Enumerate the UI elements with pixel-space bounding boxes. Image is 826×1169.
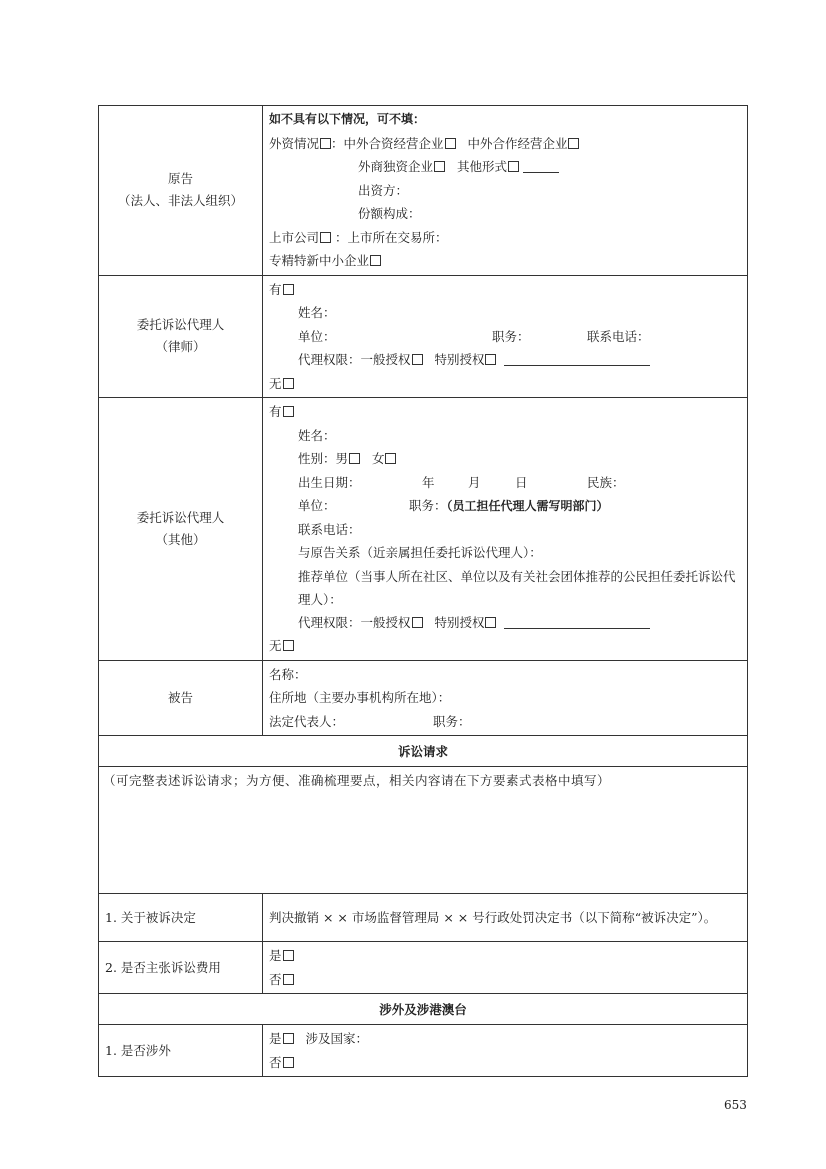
other-phone-line: 联系电话：	[298, 521, 361, 537]
foreign-label: 外资情况	[269, 135, 320, 151]
claims-note-row	[99, 767, 748, 894]
plaintiff-note: 如不具有以下情况，可不填：	[269, 112, 426, 126]
foreign-title: 涉外及涉港澳台	[99, 994, 748, 1025]
defendant-address-line: 住所地（主要办事机构所在地）：	[269, 690, 451, 705]
lawyer-unit-line	[269, 325, 741, 349]
lawyer-no-label: 无	[269, 375, 282, 391]
other-month: 月	[468, 474, 481, 490]
other-special: 特别授权	[434, 614, 485, 630]
agent-other-label-cell	[99, 398, 263, 661]
q1-value[interactable]: 判决撤销 × × 市场监督管理局 × × 号行政处罚决定书（以下简称“被诉决定”）。	[269, 910, 717, 925]
complaint-form-table	[98, 105, 748, 1077]
defendant-row	[99, 660, 748, 736]
other-special-checkbox[interactable]	[485, 617, 496, 628]
other-authority-line	[269, 611, 741, 635]
foreign-opt4-checkbox[interactable]	[508, 161, 519, 172]
lawyer-no-checkbox[interactable]	[283, 378, 294, 389]
other-unit-line	[269, 494, 741, 518]
other-ethnic: 民族：	[587, 474, 625, 490]
foreign-opt3-checkbox[interactable]	[434, 161, 445, 172]
listed-label: 上市公司	[269, 229, 320, 245]
other-gender-line	[269, 447, 741, 471]
other-no-label: 无	[269, 638, 282, 653]
share-line: 份额构成：	[358, 206, 421, 221]
claims-header-row	[99, 736, 748, 767]
foreign-checkbox[interactable]	[320, 138, 331, 149]
foreign-q1-label: 1. 是否涉外	[99, 1025, 263, 1077]
defendant-position: 职务：	[433, 713, 471, 729]
page-number: 653	[724, 1098, 747, 1112]
other-general-checkbox[interactable]	[412, 617, 423, 628]
other-female: 女	[371, 451, 385, 466]
defendant-info-cell	[263, 660, 748, 736]
agent-other-info-cell	[263, 398, 748, 661]
plaintiff-row	[99, 106, 748, 276]
q2-no-label: 否	[269, 971, 282, 987]
q2-yes-checkbox[interactable]	[283, 950, 294, 961]
claims-title: 诉讼请求	[99, 736, 748, 767]
foreign-yes-checkbox[interactable]	[283, 1033, 294, 1044]
other-day: 日	[515, 474, 528, 490]
lawyer-position: 职务：	[492, 328, 530, 344]
foreign-opt2-checkbox[interactable]	[568, 138, 579, 149]
foreign-q1-options-cell	[263, 1025, 748, 1077]
foreign-yes-line	[269, 1027, 741, 1051]
lawyer-special-blank[interactable]	[504, 353, 650, 366]
other-no-line	[269, 634, 741, 658]
q2-no-checkbox[interactable]	[283, 974, 294, 985]
foreign-opt3: 外商独资企业	[358, 159, 434, 174]
agent-other-label: 委托诉讼代理人	[136, 509, 225, 525]
agent-other-sublabel: （其他）	[155, 531, 206, 547]
q1-label: 1. 关于被诉决定	[99, 894, 263, 942]
lawyer-special-checkbox[interactable]	[485, 354, 496, 365]
lawyer-unit: 单位：	[298, 328, 336, 344]
q2-options-cell	[263, 942, 748, 994]
plaintiff-label: 原告	[167, 171, 193, 187]
capital-line: 出资方：	[358, 182, 409, 198]
plaintiff-sublabel: （法人、非法人组织）	[117, 193, 243, 209]
q2-yes-label: 是	[269, 948, 282, 963]
other-birth-line	[269, 471, 741, 495]
lawyer-special: 特别授权	[434, 352, 485, 367]
agent-lawyer-label: 委托诉讼代理人	[136, 317, 225, 333]
other-yes-label: 有	[269, 404, 282, 419]
other-yes-line	[269, 400, 741, 424]
other-position-label: 职务：	[409, 498, 447, 513]
defendant-name-line: 名称：	[269, 666, 307, 682]
q1-row	[99, 894, 748, 942]
foreign-q1-row	[99, 1025, 748, 1077]
listed-checkbox[interactable]	[320, 232, 331, 243]
lawyer-yes-label: 有	[269, 281, 282, 297]
other-unit: 单位：	[298, 498, 336, 513]
other-gender: 性别：男	[298, 451, 349, 466]
lawyer-authority: 代理权限：一般授权	[298, 352, 411, 367]
foreign-no-label: 否	[269, 1054, 282, 1070]
agent-other-row	[99, 398, 748, 661]
defendant-rep: 法定代表人：	[269, 713, 345, 729]
plaintiff-info-cell	[263, 106, 748, 276]
other-birth: 出生日期：	[298, 474, 361, 490]
lawyer-authority-line	[269, 348, 741, 372]
q2-row	[99, 942, 748, 994]
q2-label: 2. 是否主张诉讼费用	[99, 942, 263, 994]
q1-value-cell	[263, 894, 748, 942]
other-year: 年	[422, 474, 435, 490]
defendant-rep-line	[269, 710, 741, 734]
other-name-line: 姓名：	[298, 427, 336, 443]
agent-lawyer-label-cell	[99, 275, 263, 398]
lawyer-general-checkbox[interactable]	[412, 354, 423, 365]
q2-yes-line	[269, 944, 741, 968]
foreign-opt1: ：中外合资经营企业	[331, 135, 444, 151]
other-no-checkbox[interactable]	[283, 640, 294, 651]
defendant-label-cell	[99, 660, 263, 736]
agent-lawyer-info-cell	[263, 275, 748, 398]
other-recommend-line: 推荐单位（当事人所在社区、单位以及有关社会团体推荐的公民担任委托诉讼代理人）：	[298, 568, 736, 607]
foreign-country: 涉及国家：	[305, 1031, 368, 1046]
foreign-investment-line	[269, 132, 741, 156]
sme-checkbox[interactable]	[370, 255, 381, 266]
other-position	[409, 494, 609, 519]
lawyer-no-line	[269, 372, 741, 396]
foreign-no-checkbox[interactable]	[283, 1057, 294, 1068]
lawyer-yes-line	[269, 278, 741, 302]
lawyer-name-line: 姓名：	[298, 305, 336, 320]
lawyer-yes-checkbox[interactable]	[283, 284, 294, 295]
other-position-note: （员工担任代理人需写明部门）	[446, 499, 609, 513]
foreign-no-line	[269, 1051, 741, 1075]
lawyer-phone: 联系电话：	[587, 328, 650, 344]
other-female-checkbox[interactable]	[385, 453, 396, 464]
listed-line	[269, 226, 741, 250]
listed-exchange: ：上市所在交易所：	[335, 229, 448, 245]
foreign-header-row	[99, 994, 748, 1025]
agent-lawyer-row	[99, 275, 748, 398]
q2-no-line	[269, 968, 741, 992]
sme-label: 专精特新中小企业	[269, 253, 370, 268]
sme-line	[269, 249, 741, 273]
foreign-investment-line-2	[269, 155, 741, 179]
foreign-opt2: 中外合作经营企业	[467, 135, 568, 151]
other-special-blank[interactable]	[504, 616, 650, 629]
foreign-opt1-checkbox[interactable]	[445, 138, 456, 149]
defendant-label: 被告	[167, 689, 193, 705]
foreign-yes-label: 是	[269, 1031, 282, 1046]
other-yes-checkbox[interactable]	[283, 406, 294, 417]
other-relation-line: 与原告关系（近亲属担任委托诉讼代理人）：	[298, 545, 542, 560]
foreign-opt4: 其他形式	[456, 159, 507, 174]
claims-note[interactable]: （可完整表述诉讼请求；为方便、准确梳理要点，相关内容请在下方要素式表格中填写）	[99, 767, 748, 894]
other-authority: 代理权限：一般授权	[298, 614, 411, 630]
foreign-other-blank[interactable]	[523, 160, 559, 173]
agent-lawyer-sublabel: （律师）	[155, 339, 206, 355]
plaintiff-label-cell	[99, 106, 263, 276]
other-male-checkbox[interactable]	[349, 453, 360, 464]
